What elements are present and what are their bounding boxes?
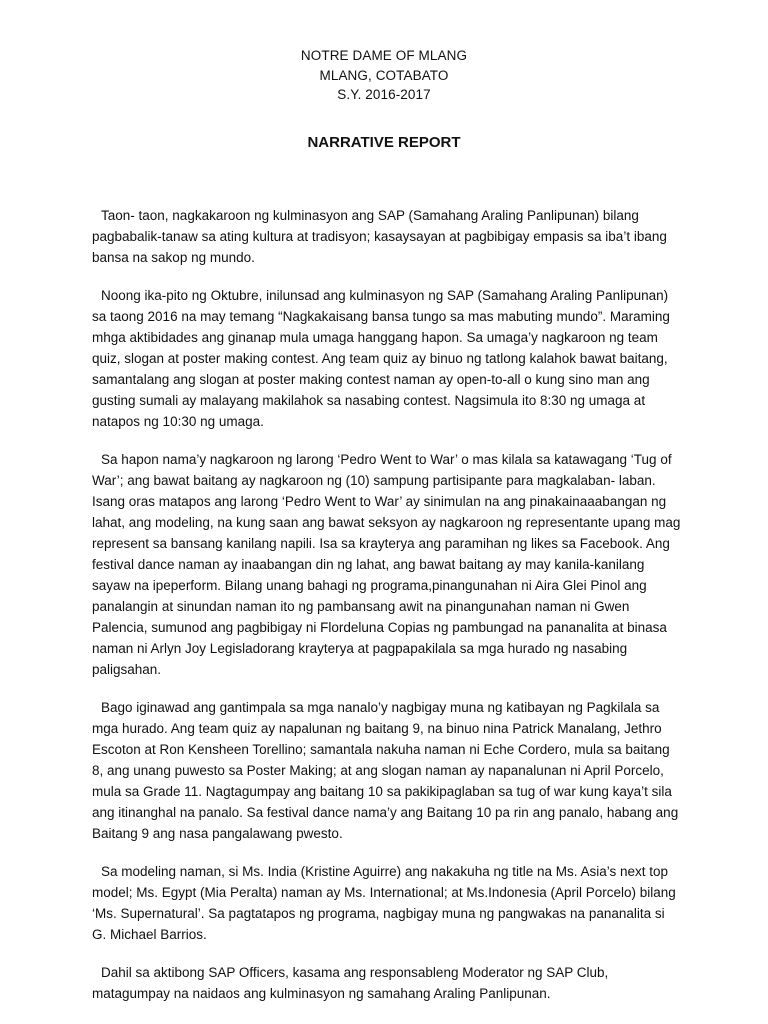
paragraph-conclusion: Dahil sa aktibong SAP Officers, kasama ang responsableng Moderator ng SAP Club, matagumpay na naidaos ang kulminasyon ng samahang Araling Panlipunan. [92,965,609,1001]
document-header [0,46,768,105]
school-location: MLANG, COTABATO [319,67,449,83]
paragraph-intro: Taon- taon, nagkakaroon ng kulminasyon ang SAP (Samahang Araling Panlipunan) bilang pagbabalik-tanaw sa ating kultura at tradisyon; kasaysayan at pagbibigay empasis sa iba’t ibang bansa na sakop ng mundo. [92,208,667,265]
paragraph-winners: Bago iginawad ang gantimpala sa mga nanalo’y nagbigay muna ng katibayan ng Pagkilala sa mga hurado. Ang team quiz ay napalunan ng baitang 9, na binuo nina Patrick Manalang, Jethro Escoton at Ron Kensheen Torellino; samantala nakuha naman ni Eche Cordero, mula sa baitang 8, ang unang puwesto sa Poster Making; at ang slogan naman ay napanalunan ni April Porcelo, mula sa Grade 11. Nagtagumpay ang baitang 10 sa pakikipaglaban sa tug of war kung kaya’t sila ang itinanghal na panalo. Sa festival dance nama’y ang Baitang 10 pa rin ang panalo, habang ang Baitang 9 ang nasa pangalawang pwesto. [92,700,679,841]
report-body [92,205,682,1021]
paragraph-afternoon-events: Sa hapon nama’y nagkaroon ng larong ‘Pedro Went to War’ o mas kilala sa katawagang ‘Tug of War’; ang bawat baitang ay nagkaroon ng (10) sampung partisipante para magkalaban- laban. Isang oras matapos ang larong ‘Pedro Went to War’ ay sinimulan na ang pinakainaaabangan ng lahat, ang modeling, na kung saan ang bawat seksyon ay nagkaroon ng representante upang mag represent sa bansang kanilang napili. Isa sa krayterya ang paramihan ng likes sa Facebook. Ang festival dance naman ay inaabangan din ng lahat, ang bawat baitang ay may kanila-kanilang sayaw na ipeperform. Bilang unang bahagi ng programa,pinangunahan ni Aira Glei Pinol ang panalangin at sinundan naman ito ng pambansang awit na pinangunahan naman ni Gwen Palencia, sumunod ang pagbibigay ni Flordeluna Copias ng pambungad na pananalita at binasa naman ni Arlyn Joy Legisladorang krayterya at pagpapakilala sa mga hurado ng nasabing paligsahan. [92,452,681,677]
paragraph-morning-events: Noong ika-pito ng Oktubre, inilunsad ang kulminasyon ng SAP (Samahang Araling Panlipunan) sa taong 2016 na may temang “Nagkakaisang bansa tungo sa mas mabuting mundo”. Maraming mhga aktibidades ang ginanap mula umaga hanggang hapon. Sa umaga’y nagkaroon ng team quiz, slogan at poster making contest. Ang team quiz ay binuo ng tatlong kalahok bawat baitang, samantalang ang slogan at poster making contest naman ay open-to-all o kung sino man ang gusting sumali ay malayang makilahok sa nasabing contest. Nagsimula ito 8:30 ng umaga at natapos ng 10:30 ng umaga. [92,288,670,429]
report-title: NARRATIVE REPORT [307,134,461,151]
paragraph-modeling: Sa modeling naman, si Ms. India (Kristine Aguirre) ang nakakuha ng title na Ms. Asia’s next top model; Ms. Egypt (Mia Peralta) naman ay Ms. International; at Ms.Indonesia (April Porcelo) bilang ‘Ms. Supernatural’. Sa pagtatapos ng programa, nagbigay muna ng pangwakas na pananalita si G. Michael Barrios. [92,864,676,942]
school-name: NOTRE DAME OF MLANG [300,48,468,63]
school-year: S.Y. 2016-2017 [337,87,431,102]
